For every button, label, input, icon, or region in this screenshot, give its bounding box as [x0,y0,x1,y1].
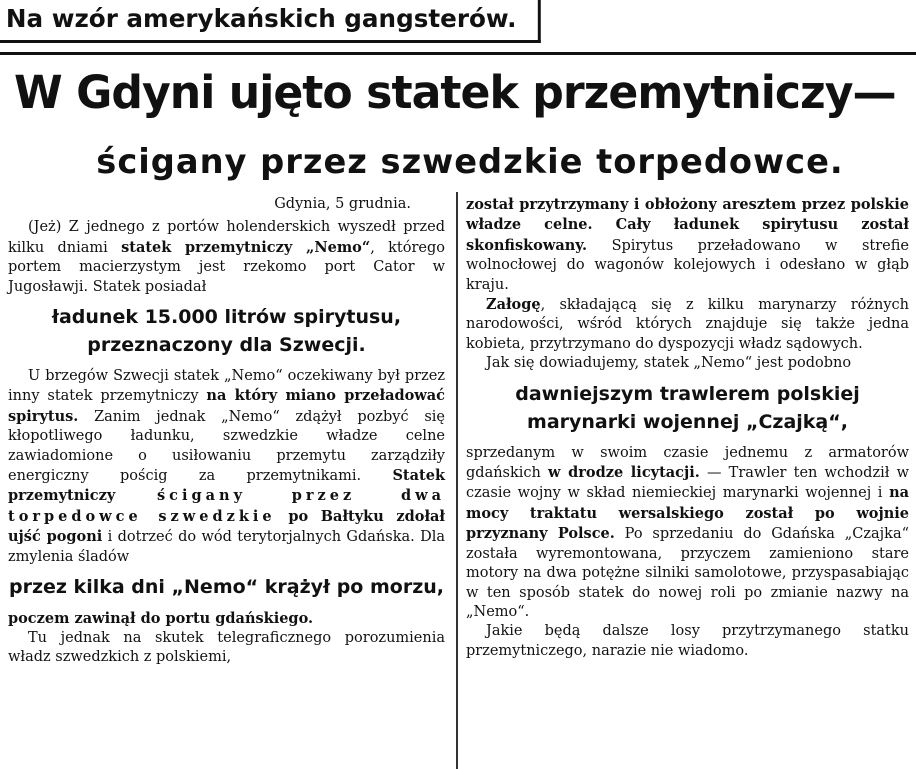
main-headline: W Gdyni ujęto statek przemytniczy— [14,66,896,119]
bold-span: Statek przemytniczy [8,467,445,505]
spaced-span: ścigany przez dwa torpedowce szwedzkie [8,487,445,525]
text-span: , składającą się z kilku marynarzy różnych narodowości, wśród których znajduje się także jedna kobieta, przytrzymano do dyspozycji władz sądowych. [466,297,909,352]
bold-span: Załogę [486,296,541,314]
paragraph-r4 [466,444,909,623]
kicker-headline: Na wzór amerykańskich gangsterów. [0,0,541,43]
paragraph-r3: Jak się dowiadujemy, statek „Nemo“ jest podobno [486,355,852,372]
bold-span: w drodze licytacji. [548,464,700,482]
crosshead-nemo: przez kilka dni „Nemo“ krążył po morzu, [8,576,445,599]
bold-span: po Bałtyku zdołał ujść pogoni [8,507,446,546]
paragraph-3: poczem zawinął do portu gdańskiego. [8,610,314,628]
bold-span: na który miano przeładować spirytus. [8,387,445,425]
text-span: Spirytus przeładowano w strefie wolnocłowej do wagonów kolejowych i odesłano w głąb kraju. [466,237,909,293]
top-rule [0,52,916,55]
paragraph-r2 [466,295,909,354]
left-column [8,195,445,667]
text-span: i dotrzeć do wód terytorjalnych Gdańska. Dla zmylenia śladów [8,529,446,565]
paragraph-1 [8,218,445,297]
paragraph-r5: Jakie będą dalsze losy przytrzymanego statku przemytniczego, narazie nie wiadomo. [466,623,909,659]
sub-headline: ścigany przez szwedzkie torpedowce. [96,142,844,182]
crosshead-czajka: dawniejszym trawlerem polskiej marynarki wojennej „Czajką“, [515,382,860,433]
text-span: , którego portem macierzystym jest rzekomo port Cator w Jugosławji. Statek posiadał [8,239,445,295]
paragraph-4: Tu jednak na skutek telegraficznego porozumienia władz szwedzkich z polskiemi, [8,629,445,665]
column-divider [456,192,458,769]
bold-span: na mocy traktatu wersalskiego został po wojnie przyznany Polsce. [466,484,909,543]
bold-span: został przytrzymany i obłożony aresztem przez polskie władze celne. Cały ładunek spirytusu został skonfiskowany. [466,196,909,254]
text-span: (Jeż) Z jednego z portów holenderskich wyszedł przed kilku dniami [8,219,445,256]
bold-span: statek przemytniczy „Nemo“ [121,238,371,256]
dateline: Gdynia, 5 grudnia. [274,196,411,212]
right-column [466,195,909,661]
text-span: — Trawler ten wchodził w czasie wojny w skład niemieckiej marynarki wojennej i [466,465,910,502]
text-span: Zanim jednak „Nemo“ zdążył pozbyć się kłopotliwego ładunku, szwedzkie władze celne zawiadomione o usiłowaniu przemytu zarządziły energiczny pościg za przemytnikami. [8,408,445,485]
crosshead-cargo: ładunek 15.000 litrów spirytusu, przeznaczony dla Szwecji. [51,306,402,357]
paragraph-r1 [466,195,909,295]
paragraph-2 [8,367,445,567]
text-span: U brzegów Szwecji statek „Nemo“ oczekiwany był przez inny statek przemytniczy [8,368,445,405]
text-span: Po sprzedaniu do Gdańska „Czajka“ została wyremontowana, przyczem zamieniono stare motory na dwa potężne silniki samolotowe, przyspasabiając w ten sposób statek do nowej roli po zmianie nazwy na „Nemo“. [466,526,909,620]
text-span: sprzedanym w swoim czasie jednemu z armatorów gdańskich [466,444,909,482]
